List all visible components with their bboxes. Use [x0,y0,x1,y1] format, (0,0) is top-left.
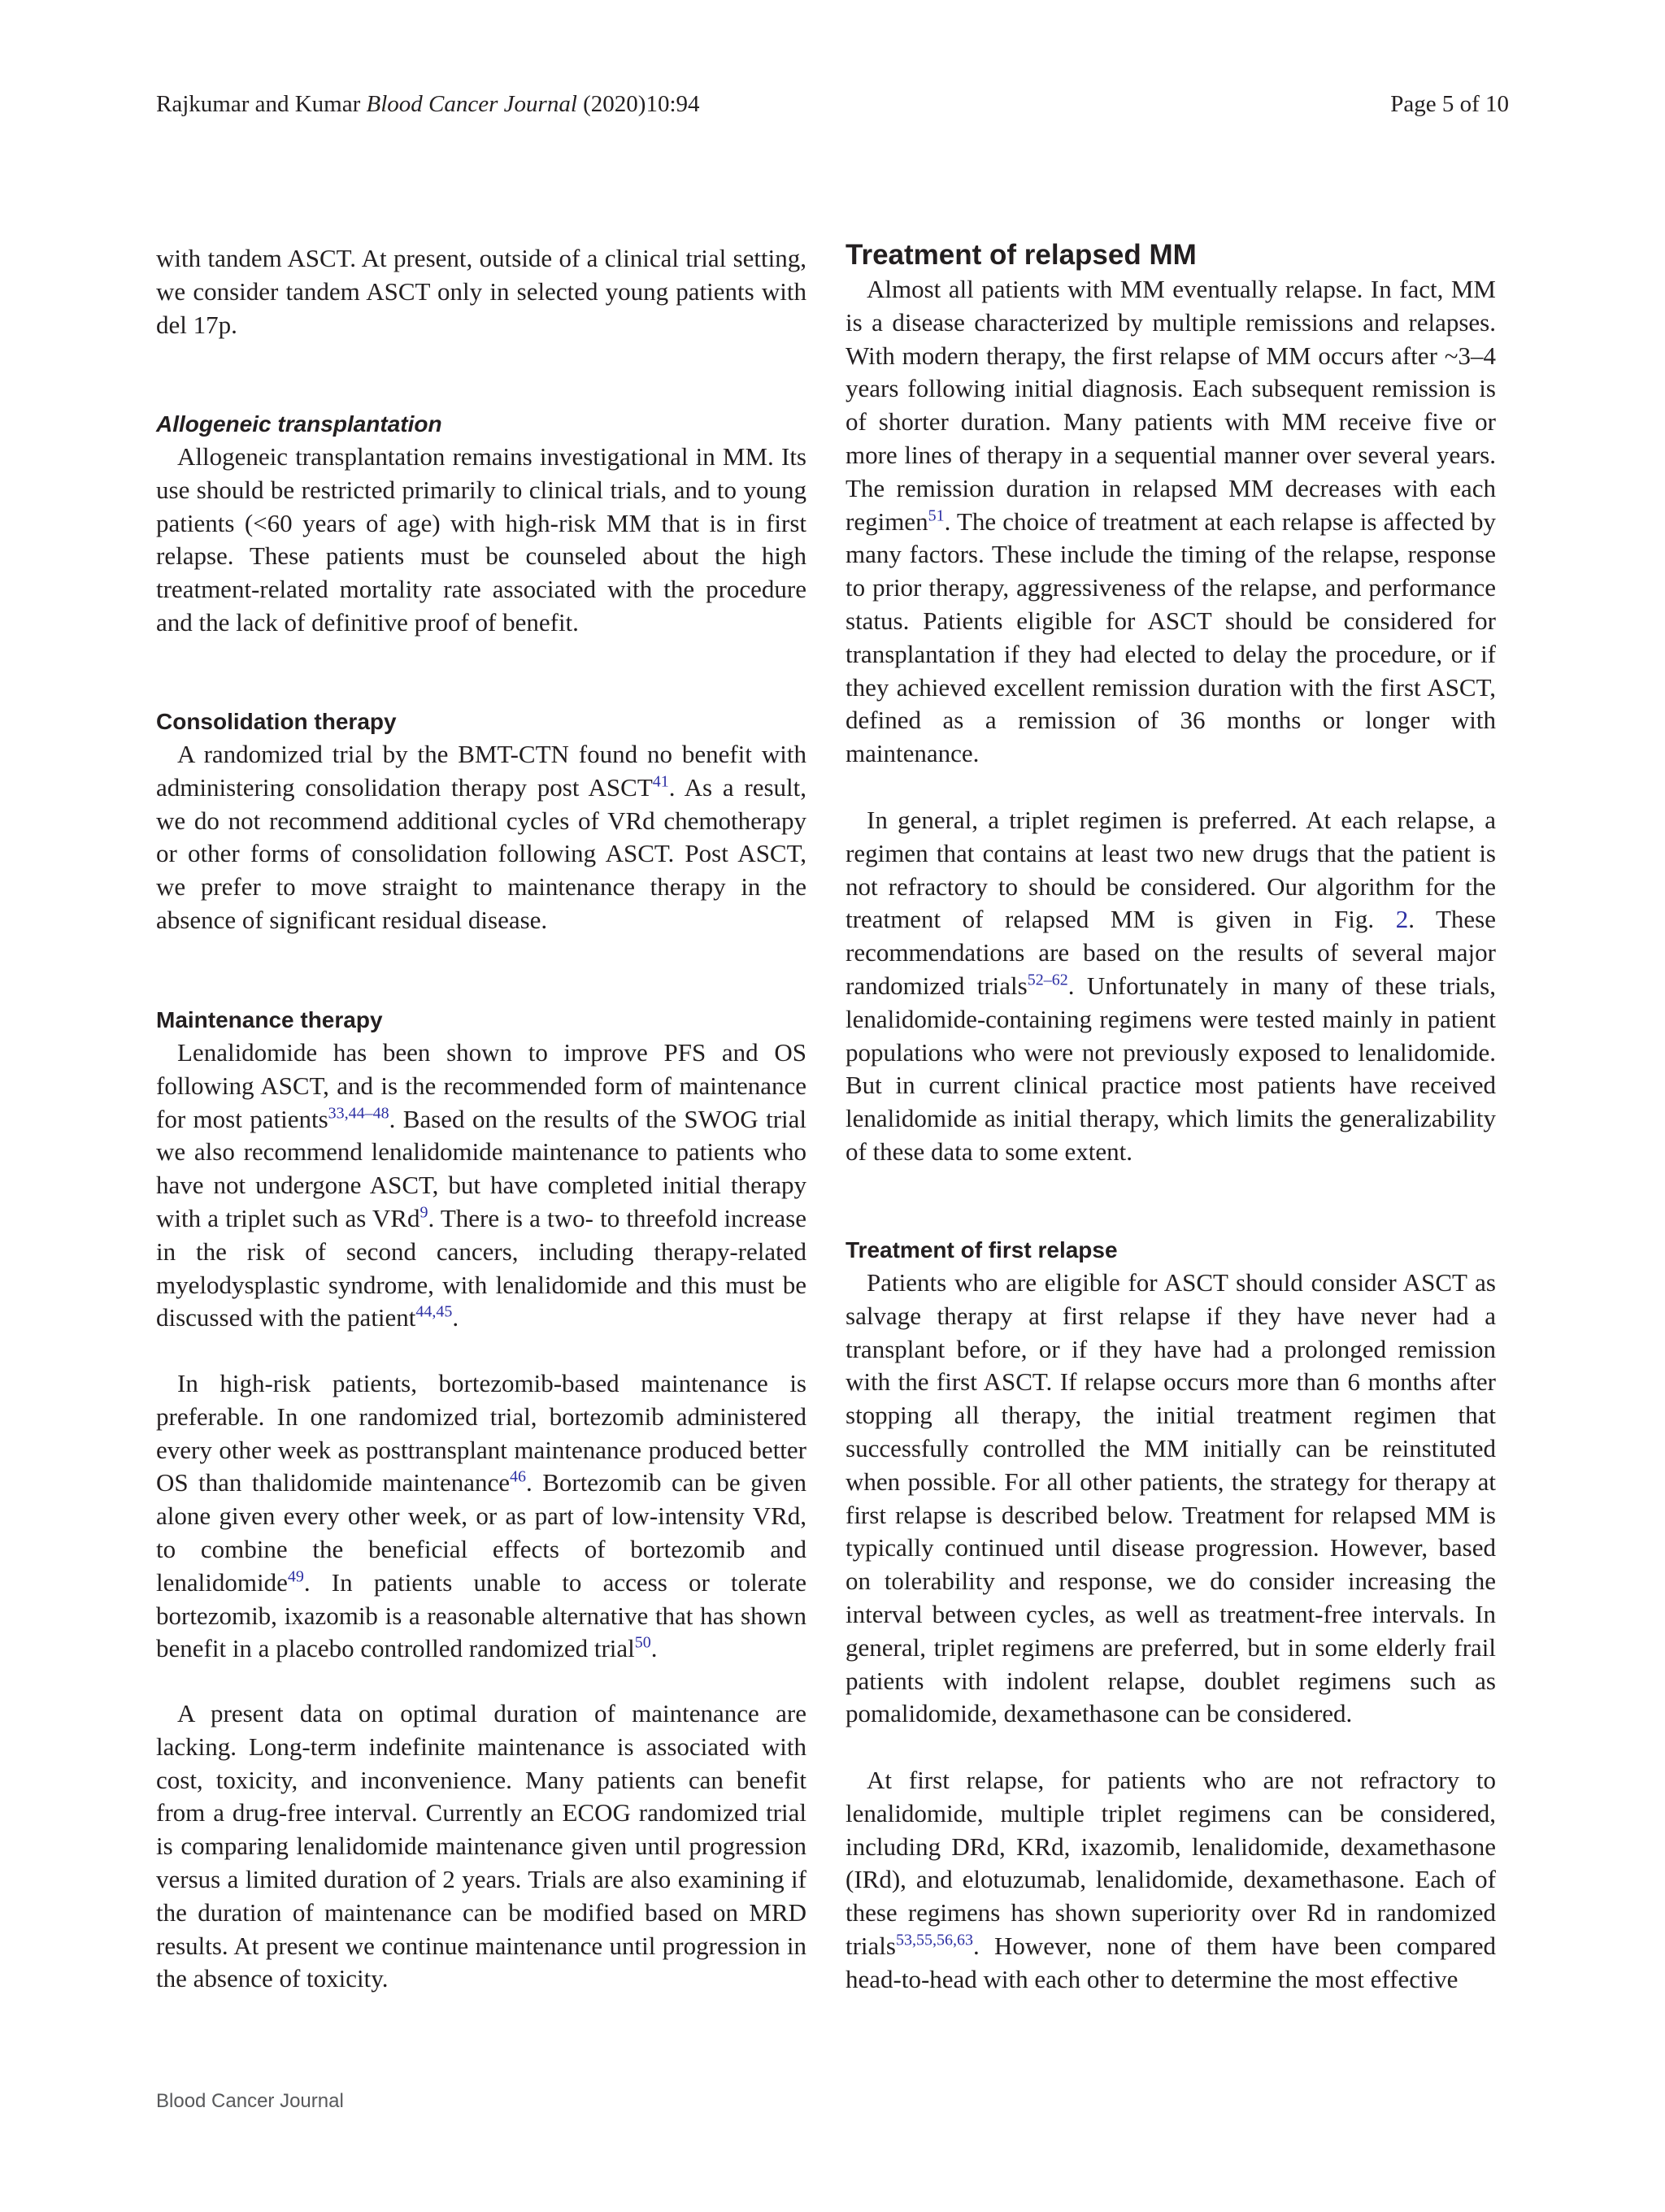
paragraph-relapsed-2: In general, a triplet regimen is preferred. At each relapse, a regimen that contains at least two new drugs that the patient is not refractory to should be considered. Our algorithm for the treatment of relapsed MM is given in Fig. 2. These recommendations are based on the results of several major randomized trials$^{52-62}$. Unfortunately in many of these trials, lenalidomide-containing regimens were tested mainly in patient populations who were not previously exposed to lenalidomide. But in current clinical practice most patients have received lenalidomide as initial therapy, which limits the generalizability of these data to some extent. [846,806,1496,1166]
section-heading-relapsed: Treatment of relapsed MM [846,239,1197,271]
reference-link[interactable]: 52–62 [1027,971,1068,989]
footer-journal-name: Blood Cancer Journal [156,2090,344,2112]
allogeneic-section [156,408,806,640]
reference-link[interactable]: 51 [928,506,945,525]
paragraph-tandem: with tandem ASCT. At present, outside of a clinical trial setting, we consider tandem ASCT only in selected young patients with del 17p. [156,244,806,339]
paragraph-maintenance-2: In high-risk patients, bortezomib-based maintenance is preferable. In one randomized trial, bortezomib administered every other week as posttransplant maintenance produced better OS than thalidomide maintenance$^{46}$. Bortezomib can be given alone given every other week, or as part of low-intensity VRd, to combine the beneficial effects of bortezomib and lenalidomide$^{49}$. In patients unable to access or tolerate bortezomib, ixazomib is a reasonable alternative that has shown benefit in a placebo controlled randomized trial$^{50}$. [156,1369,806,1663]
reference-link[interactable]: 33,44–48 [328,1104,389,1123]
consolidation-section [156,706,806,937]
page-number: Page 5 of 10 [1390,91,1509,117]
header-year-volume: (2020)10:94 [583,91,700,117]
reference-link[interactable]: 49 [287,1567,304,1586]
paragraph-consolidation: A randomized trial by the BMT-CTN found no benefit with administering consolidation therapy post ASCT$^{41}$. As a result, we do not recommend additional cycles of VRd chemotherapy or other forms of consolidation following ASCT. Post ASCT, we prefer to move straight to maintenance therapy in the absence of significant residual disease. [156,740,806,934]
paragraph-relapsed-1: Almost all patients with MM eventually relapse. In fact, MM is a disease characterized by multiple remissions and relapses. With modern therapy, the first relapse of MM occurs after ~3–4 years following initial diagnosis. Each subsequent remission is of shorter duration. Many patients with MM receive five or more lines of therapy in a sequential manner over several years. The remission duration in relapsed MM decreases with each regimen$^{51}$. The choice of treatment at each relapse is affected by many factors. These include the timing of the relapse, response to prior therapy, aggressiveness of the relapse, and performance status. Patients eligible for ASCT should be considered for transplantation if they had elected to delay the procedure, or if they achieved excellent remission duration with the first ASCT, defined as a remission of 36 months or longer with maintenance. [846,275,1496,768]
tandem-paragraph-block [156,242,806,341]
running-header [156,91,1509,124]
subheading-maintenance: Maintenance therapy [156,1007,383,1032]
relapsed-triplet-block [846,804,1496,1169]
reference-link[interactable]: 46 [510,1468,527,1487]
header-journal: Blood Cancer Journal [366,91,577,117]
maintenance-section [156,1004,806,1335]
paragraph-first-relapse-2: At first relapse, for patients who are not refractory to lenalidomide, multiple triplet regimens can be considered, including DRd, KRd, ixazomib, lenalidomide, dexamethasone (IRd), and elotuzumab, lenalidomide, dexamethasone. Each of these regimens has shown superiority over Rd in randomized trials$^{53,55,56,63}$. However, none of them have been compared head-to-head with each other to determine the most effective [846,1766,1496,1993]
paragraph-allogeneic: Allogeneic transplantation remains investigational in MM. Its use should be restricted primarily to clinical trials, and to young patients (<60 years of age) with high-risk MM that is in first relapse. These patients must be counseled about the high treatment-related mortality rate associated with the procedure and the lack of definitive proof of benefit. [156,442,806,637]
reference-link[interactable]: 53,55,56,63 [896,1931,973,1949]
subheading-first-relapse: Treatment of first relapse [846,1237,1118,1262]
reference-link[interactable]: 44,45 [415,1303,453,1322]
paragraph-first-relapse-1: Patients who are eligible for ASCT should consider ASCT as salvage therapy at first relapse if they have never had a transplant before, or if they have had a prolonged remission with the first ASCT. If relapse occurs more than 6 months after stopping all therapy, the initial treatment regimen that successfully controlled the MM initially can be reinstituted when possible. For all other patients, the strategy for therapy at first relapse is described below. Treatment for relapsed MM is typically continued until disease progression. However, based on tolerability and response, we do consider increasing the interval between cycles, as well as treatment-free intervals. In general, triplet regimens are preferred, but in some elderly frail patients with indolent relapse, doublet regimens such as pomalidomide, dexamethasone can be considered. [846,1268,1496,1728]
first-relapse-section [846,1234,1496,1731]
reference-link[interactable]: 9 [420,1203,428,1222]
first-relapse-triplets-block [846,1764,1496,1997]
paragraph-maintenance-1: Lenalidomide has been shown to improve PFS and OS following ASCT, and is the recommended form of maintenance for most patients$^{33,44-48}$. Based on the results of the SWOG trial we also recommend lenalidomide maintenance to patients who have not undergone ASCT, but have completed initial therapy with a triplet such as VRd$^9$. There is a two- to threefold increase in the risk of second cancers, including therapy-related myelodysplastic syndrome, with lenalidomide and this must be discussed with the patient$^{44,45}$. [156,1038,807,1332]
paragraph-maintenance-3: A present data on optimal duration of maintenance are lacking. Long-term indefinite maintenance is associated with cost, toxicity, and inconvenience. Many patients can benefit from a drug-free interval. Currently an ECOG randomized trial is comparing lenalidomide maintenance given until progression versus a limited duration of 2 years. Trials are also examining if the duration of maintenance can be modified based on MRD results. At present we continue maintenance until progression in the absence of toxicity. [156,1699,806,1993]
maintenance-duration-block [156,1697,806,1996]
relapsed-section [846,237,1496,771]
reference-link[interactable]: 41 [652,772,669,791]
figure-link[interactable]: 2 [1395,905,1409,934]
header-citation [156,91,700,118]
subheading-allogeneic: Allogeneic transplantation [156,411,442,437]
maintenance-bortezomib-block [156,1367,806,1666]
reference-link[interactable]: 50 [634,1634,651,1653]
subheading-consolidation: Consolidation therapy [156,709,397,734]
header-authors: Rajkumar and Kumar [156,91,361,117]
